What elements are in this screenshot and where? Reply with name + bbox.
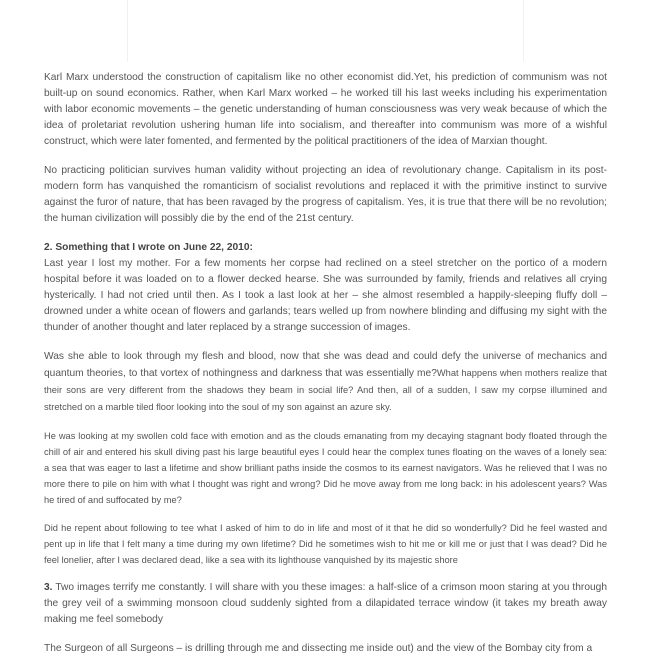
paragraph-son: He was looking at my swollen cold face with emotion and as the clouds emanating from my decaying stagnant body floated through the chill of air and entered his skull diving past his large beautiful eyes I could hear the complex tunes floating on the waves of a lonely sea: a sea that was eager to last a lifetime and show brilliant paths inside the cosmos to its earnest navigators. Was he relieved that I was no more there to pile on him with what I thought was right and wrong? Did he move away from me long back: in his adolescent years? Was he tired of and suffocated by me? <box>44 431 607 505</box>
paragraph-mother: Last year I lost my mother. For a few moments her corpse had reclined on a steel stretcher on the portico of a modern hospital before it was loaded on to a flower decked hearse. She was surrounded by family, friends and relatives all crying hysterically. I had not cried until then. As I took a last look at her – she almost resembled a happily-sleeping fluffy doll – drowned under a white ocean of flowers and garlands; tears welled up from nowhere blinding and diffusing my sight with the thunder of another thought and later replaced by a strange succession of images. <box>44 258 607 333</box>
section-3-number: 3. <box>44 582 53 593</box>
paragraph-repent: Did he repent about following to tee what I asked of him to do in life and most of it that he did so wonderfully? Did he feel wasted and pent up in life that I felt many a time during my own lifetime? Did he sometimes wish to hit me or kill me or just that I was dead? Did he feel lonelier, after I was declared dead, like a sea with its lighthouse vanquished by its majestic shore <box>44 523 607 565</box>
paragraph-question-small: What happens when mothers realize that their sons are very different from the shadows they beam in social life? And then, all of a sudden, I saw my corpse illumined and stretched on a marble tiled floor looking into the soul of my son against an azure sky. <box>44 368 607 412</box>
paragraph-marx: Karl Marx understood the construction of capitalism like no other economist did.Yet, his prediction of communism was not built-up on sound economics. Rather, when Karl Marx worked – he worked till his last weeks including his experimentation with labor economic movements – the genetic understanding of human consciousness was very weak because of which the idea of proletariat revolution ushering human life into socialism, and thereafter into communism was more of a wishful construct, which were later fomented, and fermented by the political practitioners of the idea of Marxian thought. <box>44 72 607 147</box>
faint-divider <box>523 0 524 62</box>
faint-divider <box>127 0 128 62</box>
article-body <box>44 70 607 657</box>
paragraph-images-text: Two images terrify me constantly. I will share with you these images: a half-slice of a crimson moon staring at you through the grey veil of a swimming monsoon cloud suddenly sighted from a dilapidated terrace window (it takes my breath away making me feel somebody <box>44 582 607 625</box>
top-blank-strip <box>0 0 650 62</box>
paragraph-question-main: Was she able to look through my flesh and blood, now that she was dead and could defy the universe of mechanics and quantum theories, to that vortex of nothingness and darkness that was essentially me? <box>44 351 607 379</box>
section-2-heading: 2. Something that I wrote on June 22, 2010: <box>44 242 253 253</box>
paragraph-question <box>44 349 607 416</box>
paragraph-capitalism: No practicing politician survives human validity without projecting an idea of revolutionary change. Capitalism in its post-modern form has vanquished the romanticism of socialist revolutions and replaced it with the primitive instinct to survive against the furor of nature, that has been ravaged by the progress of capitalism. Yes, it is true that there will be no revolution; the human civilization will possibly die by the end of the 21st century. <box>44 165 607 224</box>
paragraph-images <box>44 580 607 628</box>
paragraph-surgeon: The Surgeon of all Surgeons – is drilling through me and dissecting me inside out) and the view of the Bombay city from a <box>44 643 593 654</box>
